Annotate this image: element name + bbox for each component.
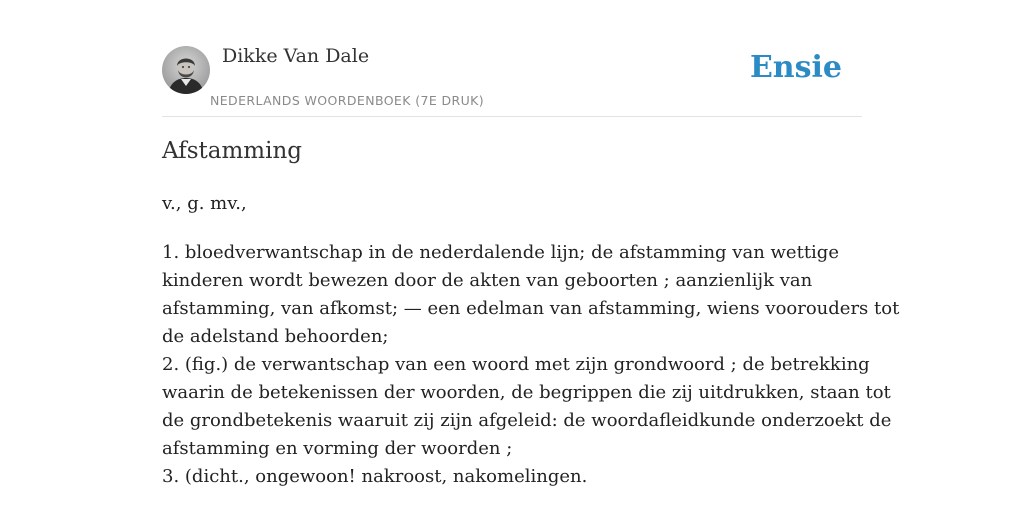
definition-line: kinderen wordt bewezen door de akten van geboorten ; aanzienlijk van bbox=[162, 270, 813, 291]
brand-logo[interactable]: Ensie bbox=[749, 50, 842, 85]
definition-line: de adelstand behoorden; bbox=[162, 326, 389, 347]
definition-line: 2. (fig.) de verwantschap van een woord met zijn grondwoord ; de betrekking bbox=[162, 354, 870, 375]
header bbox=[162, 44, 862, 117]
author-avatar[interactable] bbox=[162, 46, 210, 94]
definition-line: de grondbetekenis waaruit zij zijn afgeleid: de woordafleidkunde onderzoekt de bbox=[162, 410, 892, 431]
definition-line: afstamming en vorming der woorden ; bbox=[162, 438, 513, 459]
definition-line: waarin de betekenissen der woorden, de begrippen die zij uitdrukken, staan tot bbox=[162, 382, 891, 403]
definition-line: 1. bloedverwantschap in de nederdalende lijn; de afstamming van wettige bbox=[162, 242, 839, 263]
source-label[interactable]: NEDERLANDS WOORDENBOEK (7E DRUK) bbox=[210, 93, 485, 108]
definition-line: 3. (dicht., ongewoon! nakroost, nakomelingen. bbox=[162, 466, 588, 487]
author-name[interactable]: Dikke Van Dale bbox=[222, 45, 370, 67]
definition-line: afstamming, van afkomst; — een edelman van afstamming, wiens voorouders tot bbox=[162, 298, 900, 319]
entry-title: Afstamming bbox=[162, 138, 302, 164]
entry-grammar: v., g. mv., bbox=[162, 193, 247, 214]
entry-definition bbox=[162, 239, 900, 491]
portrait-image bbox=[162, 46, 210, 94]
